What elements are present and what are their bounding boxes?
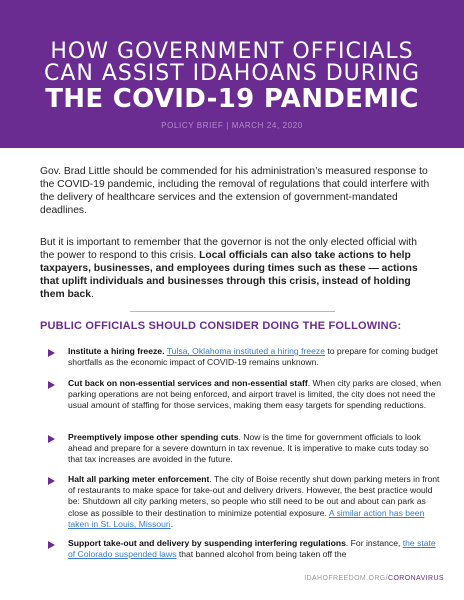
intro-paragraph-2-text: But it is important to remember that the governor is not the only elected official with the power to respond to this crisis.: [40, 237, 417, 261]
list-item-body: . Now is the time for government officials to look ahead and prepare for a severe downturn in tax revenue. It is imperative to make cuts today so that tax increases are avoided in the future.: [68, 432, 429, 465]
triangle-bullet-icon: [48, 381, 55, 389]
intro-paragraph-2-bold: Local officials can also take actions to help taxpayers, businesses, and employees during times such as these — actions that uplift individuals and businesses through this crisis, instead of holding them back: [40, 250, 418, 300]
list-item-bold: Halt all parking meter enforcement: [68, 474, 210, 484]
footer-section: CORONAVIRUS: [388, 575, 444, 582]
list-item-bold: Cut back on non-essential services and non-essential staff: [68, 378, 308, 388]
colorado-laws-link[interactable]: the state of Colorado suspended laws: [68, 538, 436, 560]
intro-paragraph-1: Gov. Brad Little should be commended for his administration’s measured response to the COVID-19 pandemic, including the removal of regulations that could interfere with the delivery of healthcare services and the extension of government-mandated deadlines.: [40, 166, 430, 216]
triangle-bullet-icon: [48, 435, 55, 443]
list-item-text: [68, 346, 442, 368]
list-item-body: . When city parks are closed, when parking operations are not being enforced, and airport travel is limited, the city does not need the usual amount of staffing for those services, making them easy targets for spending reductions.: [68, 378, 442, 411]
list-item-bold: Preemptively impose other spending cuts: [68, 432, 239, 442]
triangle-bullet-icon: [48, 349, 55, 357]
list-item-body: . The city of Boise recently shut down parking meters in front of restaurants to make space for take-out and delivery drivers. However, the best practice would be: Shutdown all city parking meters, so people who still need to be out and about can park as close as possible to their destination to minimize potential exposure.: [68, 474, 440, 518]
triangle-bullet-icon: [48, 477, 55, 485]
header-banner: [0, 0, 464, 148]
list-item-text: [68, 378, 442, 412]
intro-paragraph-2-end: .: [90, 289, 94, 300]
list-item-body: . For instance,: [345, 538, 403, 548]
policy-brief-date: POLICY BRIEF | MARCH 24, 2020: [161, 121, 303, 130]
footer-url[interactable]: [304, 575, 444, 582]
st-louis-action-link[interactable]: A similar action has been taken in St. Louis, Missouri: [68, 507, 425, 529]
triangle-bullet-icon: [48, 541, 55, 549]
list-item-bold: Support take-out and delivery by suspending interfering regulations: [68, 538, 346, 548]
title-line-1: HOW GOVERNMENT OFFICIALS: [50, 39, 414, 64]
tulsa-hiring-freeze-link[interactable]: Tulsa, Oklahoma instituted a hiring freeze: [166, 346, 325, 356]
intro-paragraph-2: [40, 236, 430, 301]
list-item-body: to prepare for coming budget shortfalls as the economic impact of COVID-19 remains unknown.: [68, 346, 438, 368]
list-item-text: [68, 474, 442, 530]
section-heading: PUBLIC OFFICIALS SHOULD CONSIDER DOING THE FOLLOWING:: [40, 320, 402, 332]
footer-site: IDAHOFREEDOM.ORG/: [304, 575, 388, 582]
title-line-2: CAN ASSIST IDAHOANS DURING: [43, 61, 421, 86]
list-item-bold: Institute a hiring freeze.: [68, 346, 165, 356]
section-divider: [130, 311, 335, 312]
title-line-3: THE COVID-19 PANDEMIC: [45, 84, 419, 114]
list-item-body-end: .: [170, 518, 174, 529]
list-item-text: [68, 538, 442, 560]
list-item-text: [68, 432, 442, 466]
list-item-body-end: that banned alcohol from being taken off the: [176, 549, 347, 560]
